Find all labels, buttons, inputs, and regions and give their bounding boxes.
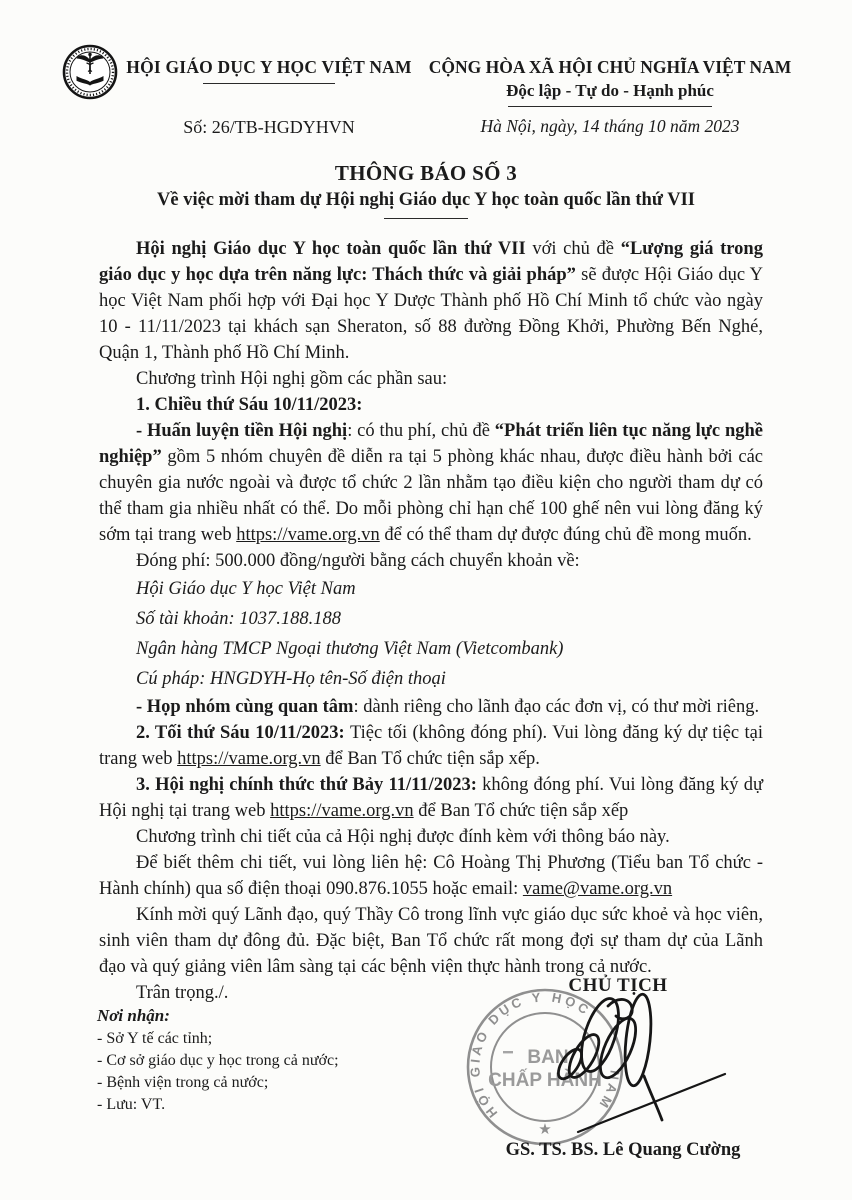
paragraph-attachment: Chương trình chi tiết của cả Hội nghị được đính kèm với thông báo này.: [136, 827, 670, 847]
header-right: [424, 57, 796, 107]
body-text-segment: Để biết thêm chi tiết, vui lòng liên hệ: Cô Hoàng Thị Phương (Tiểu ban Tổ chức - Hành chính) qua số điện thoại 090.876.1055 hoặc email:: [99, 853, 763, 899]
url-link[interactable]: https://vame.org.vn: [270, 801, 414, 821]
url-link[interactable]: https://vame.org.vn: [177, 749, 321, 769]
divider: [508, 106, 712, 107]
body-text-segment: - Huấn luyện tiền Hội nghị: [136, 421, 348, 441]
bank-account-holder: Hội Giáo dục Y học Việt Nam: [136, 579, 356, 599]
signer-name: GS. TS. BS. Lê Quang Cường: [505, 1140, 741, 1160]
body-text-segment: để có thể tham dự được đúng chủ đề mong muốn.: [379, 525, 752, 545]
body-text-segment: - Họp nhóm cùng quan tâm: [136, 697, 354, 717]
doc-subtitle: Về việc mời tham dự Hội nghị Giáo dục Y học toàn quốc lần thứ VII: [157, 190, 695, 210]
recipients-block: [97, 1004, 427, 1116]
paragraph-preconference: [99, 418, 763, 548]
motto-line: Độc lập - Tự do - Hạnh phúc: [506, 81, 714, 100]
divider: [384, 218, 468, 219]
paragraph-contact: [99, 850, 763, 902]
body-text-segment: sẽ được Hội Giáo dục Y học Việt Nam phối hợp với Đại học Y Dược Thành phố Hồ Chí Minh tổ chức vào ngày 10 - 11/11/2023 tại khách sạn Sheraton, số 88 đường Đồng Khởi, Phường Bến Nghé, Quận 1, Thành phố Hồ Chí Minh.: [99, 265, 763, 363]
conference-theme: “Lượng giá trong giáo dục y học dựa trên năng lực: Thách thức và giải pháp”: [99, 239, 763, 285]
body-text-segment: : dành riêng cho lãnh đạo các đơn vị, có thư mời riêng.: [353, 697, 760, 717]
stamp-dash: [503, 1051, 513, 1053]
section-1-heading: 1. Chiều thứ Sáu 10/11/2023:: [136, 395, 363, 415]
paragraph-group-meeting: [99, 694, 763, 720]
header-left: [126, 57, 412, 84]
paragraph-invitation: Kính mời quý Lãnh đạo, quý Thầy Cô trong lĩnh vực giáo dục sức khoẻ và học viên, sinh viên tham dự đông đủ. Đặc biệt, Ban Tổ chức rất mong đợi sự tham dự của Lãnh đạo và quý giảng viên lâm sàng tại các bệnh viện thực hành trong cả nước.: [99, 905, 763, 977]
doc-title: THÔNG BÁO SỐ 3: [334, 161, 518, 185]
section-3-paragraph: [99, 772, 763, 824]
body-text-segment: Tiệc tối (không đóng phí). Vui lòng đăng ký dự tiệc tại trang web: [99, 723, 763, 769]
body-text-segment: với chủ đề: [532, 239, 621, 259]
paragraph-fee: Đóng phí: 500.000 đồng/người bằng cách chuyển khoản về:: [136, 551, 580, 571]
republic-line: CỘNG HÒA XÃ HỘI CHỦ NGHĨA VIỆT NAM: [428, 57, 792, 77]
section-2-paragraph: [99, 720, 763, 772]
doc-number: Số: 26/TB-HGDYHVN: [183, 117, 355, 137]
paragraph-intro: [99, 236, 763, 366]
org-logo-icon: [61, 43, 119, 101]
bank-account-number: Số tài khoản: 1037.188.188: [136, 609, 342, 629]
stamp-rim-text: NAM: [594, 1069, 623, 1114]
stamp-star-icon: ★: [538, 1122, 552, 1138]
closing-line: Trân trọng./.: [136, 983, 229, 1003]
org-name: HỘI GIÁO DỤC Y HỌC VIỆT NAM: [126, 57, 412, 77]
body-text-segment: để Ban Tổ chức tiện sắp xếp: [413, 801, 629, 821]
recipient-item: - Bệnh viện trong cả nước;: [97, 1074, 269, 1091]
stamp-center-line1: BAN: [527, 1047, 569, 1068]
recipients-label: Nơi nhận:: [97, 1006, 170, 1025]
bank-name: Ngân hàng TMCP Ngoại thương Việt Nam (Vietcombank): [136, 639, 564, 659]
workshop-theme: “Phát triển liên tục năng lực nghề nghiệp”: [99, 421, 763, 467]
recipient-item: - Sở Y tế các tỉnh;: [97, 1030, 213, 1047]
recipient-item: - Cơ sở giáo dục y học trong cả nước;: [97, 1052, 339, 1069]
divider: [203, 83, 335, 84]
stamp-center-line2: CHẤP HÀNH: [488, 1070, 602, 1091]
signature-ink: [548, 988, 758, 1138]
title-block: [0, 161, 852, 219]
section-3-heading: 3. Hội nghị chính thức thứ Bảy 11/11/2023:: [136, 775, 483, 795]
body-text-segment: : có thu phí, chủ đề: [347, 421, 495, 441]
place-date: Hà Nội, ngày, 14 tháng 10 năm 2023: [480, 116, 740, 136]
document-body: [99, 236, 763, 1006]
signature-title: CHỦ TỊCH: [568, 975, 668, 996]
body-text-segment: không đóng phí. Vui lòng đăng ký dự Hội nghị tại trang web: [99, 775, 763, 821]
url-link[interactable]: https://vame.org.vn: [236, 525, 380, 545]
recipient-item: - Lưu: VT.: [97, 1096, 166, 1113]
body-text-segment: gồm 5 nhóm chuyên đề diễn ra tại 5 phòng khác nhau, được điều hành bởi các chuyên gia nước ngoài và được tổ chức 2 lần nhằm tạo điều kiện cho người tham dự có thể tham gia nhiều nhất có thể. Do mỗi phòng chỉ hạn chế 100 ghế nên vui lòng đăng ký sớm tại trang web: [99, 447, 763, 545]
email-link[interactable]: vame@vame.org.vn: [522, 879, 673, 899]
body-text-segment: để Ban Tổ chức tiện sắp xếp.: [320, 749, 540, 769]
stamp-rim-text: HỘI GIÁO DỤC Y HỌC: [467, 989, 595, 1121]
body-text-segment: Hội nghị Giáo dục Y học toàn quốc lần thứ VII: [136, 239, 533, 259]
transfer-syntax: Cú pháp: HNGDYH-Họ tên-Số điện thoại: [136, 669, 446, 689]
section-2-heading: 2. Tối thứ Sáu 10/11/2023:: [136, 723, 351, 743]
paragraph-program: Chương trình Hội nghị gồm các phần sau:: [136, 369, 448, 389]
